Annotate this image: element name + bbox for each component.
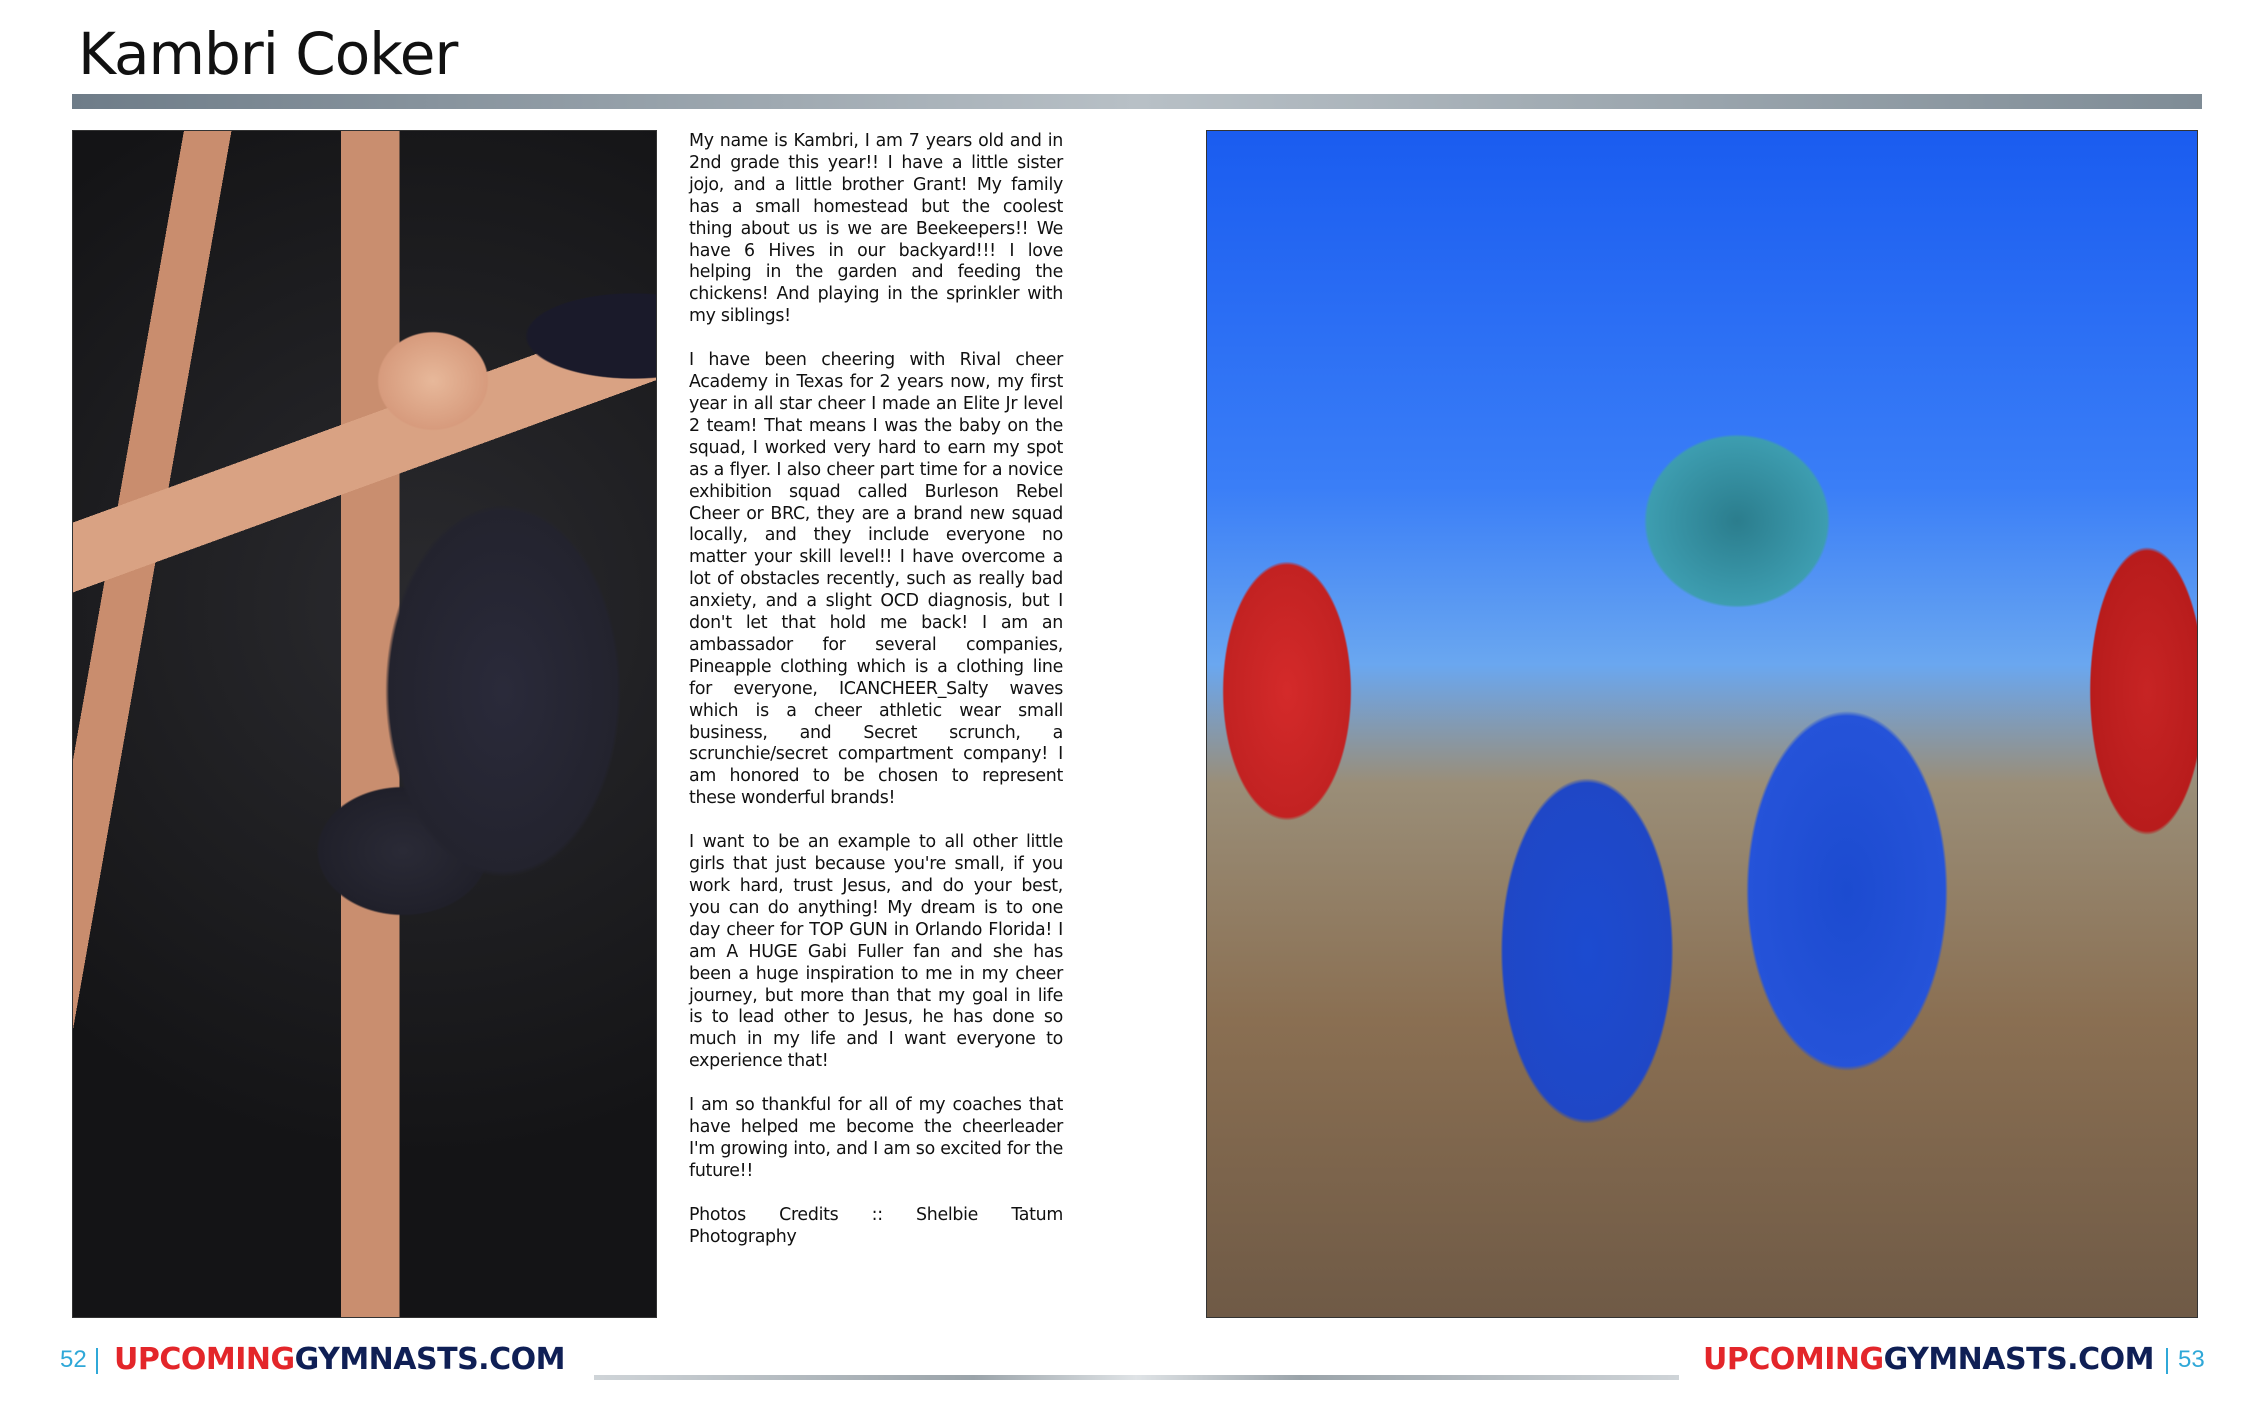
right-footer-brand[interactable] [1703, 1342, 2154, 1377]
title-divider-bar [72, 94, 2202, 109]
right-page-separator [2166, 1348, 2168, 1374]
brand-part1: UPCOMING [114, 1342, 295, 1377]
left-footer-brand[interactable] [114, 1342, 565, 1377]
parade-float-photo [1206, 130, 2198, 1318]
article-paragraph: I have been cheering with Rival cheer Academy in Texas for 2 years now, my first year in all star cheer I made an Elite Jr level 2 team! That means I was the baby on the squad, I worked very hard to earn my spot as a flyer. I also cheer part time for a novice exhibition squad called Burleson Rebel Cheer or BRC, they are a brand new squad locally, and they include everyone no matter your skill level!! I have overcome a lot of obstacles recently, such as really bad anxiety, and a slight OCD diagnosis, but I don't let that hold me back! I am an ambassador for several companies, Pineapple clothing which is a clothing line for everyone, ICANCHEER_Salty waves which is a cheer athletic wear small business, and Secret scrunch, a scrunchie/secret compartment company! I am honored to be chosen to represent these wonderful brands! [689, 350, 1063, 809]
page-title: Kambri Coker [78, 20, 458, 88]
brand-part2: GYMNASTS.COM [1883, 1342, 2154, 1377]
right-page-number: 53 [2178, 1346, 2205, 1373]
article-paragraph: My name is Kambri, I am 7 years old and in 2nd grade this year!! I have a little sister jojo, and a little brother Grant! My family has a small homestead but the coolest thing about us is we are Beekeepers!! We have 6 Hives in our backyard!!! I love helping in the garden and feeding the chickens! And playing in the sprinkler with my siblings! [689, 131, 1063, 327]
photo-credits: Photos Credits :: Shelbie Tatum Photography [689, 1204, 1063, 1247]
brand-part1: UPCOMING [1703, 1342, 1884, 1377]
article-paragraph: I am so thankful for all of my coaches that have helped me become the cheerleader I'm growing into, and I am so excited for the future!! [689, 1095, 1063, 1181]
brand-part2: GYMNASTS.COM [294, 1342, 565, 1377]
cheer-pose-photo [72, 130, 657, 1318]
page-fold-divider [594, 1375, 1679, 1380]
article-paragraph: I want to be an example to all other little girls that just because you're small, if you work hard, trust Jesus, and do your best, you can do anything! My dream is to one day cheer for TOP GUN in Orlando Florida! I am A HUGE Gabi Fuller fan and she has been a huge inspiration to me in my cheer journey, but more than that my goal in life is to lead other to Jesus, he has done so much in my life and I want everyone to experience that! [689, 832, 1063, 1072]
article-body [689, 131, 1063, 1271]
left-page-number: 52 [60, 1346, 87, 1373]
left-page-separator [96, 1348, 98, 1374]
